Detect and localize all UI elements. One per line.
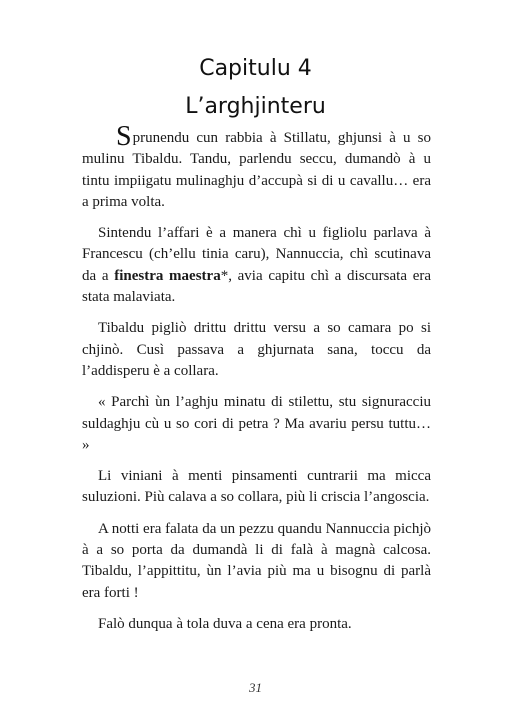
chapter-number: Capitulu 4 bbox=[199, 56, 312, 81]
paragraph-4: « Parchì ùn l’aghju minatu di stilettu, stu signuracciu suldaghju cù u so cori di petra ? Ma avariu persu tuttu… » bbox=[82, 394, 431, 453]
chapter-body bbox=[82, 121, 432, 645]
paragraph-2-text-start: Sintendu l’affari è a manera chì u figliolu parlava à Francescu (ch’ellu tinia caru), Nannuccia, chì scutinava da a bbox=[82, 225, 431, 284]
chapter-heading bbox=[0, 50, 511, 126]
paragraph-6: A notti era falata da un pezzu quandu Nannuccia pichjò à a so porta da dumandà li di falà à magnà calcosa. Tibaldu, l’appittitu, ùn l’avia più ma u bisognu di parlà era forti ! bbox=[82, 520, 431, 601]
paragraph-2-text-end: *, avia capitu chì a discursata era stata malaviata. bbox=[82, 267, 432, 306]
page-number: 31 bbox=[249, 680, 262, 695]
paragraph-7: Falò dunqua à tola duva a cena era pronta. bbox=[98, 615, 352, 632]
drop-cap: S bbox=[116, 121, 132, 152]
paragraph-1 bbox=[82, 121, 431, 213]
paragraph-2-emphasis: finestra maestra bbox=[114, 267, 221, 284]
paragraph-2 bbox=[82, 223, 431, 308]
paragraph-3: Tibaldu pigliò drittu drittu versu a so camara po si chjinò. Cusì passava a ghjurnata sana, toccu da l’addisperu è a collara. bbox=[82, 320, 431, 379]
paragraph-5: Li viniani à menti pinsamenti cuntrarii ma micca suluzioni. Più calava a so collara, più li criscia l’angoscia. bbox=[82, 468, 431, 506]
paragraph-1-text: prunendu cun rabbia à Stillatu, ghjunsi à u so mulinu Tibaldu. Tandu, parlendu seccu, dumandò à u tintu impiigatu mulinaghju d’accupà si di u cavallu… era a prima volta. bbox=[82, 130, 431, 210]
chapter-title: L’arghjinteru bbox=[185, 94, 326, 119]
